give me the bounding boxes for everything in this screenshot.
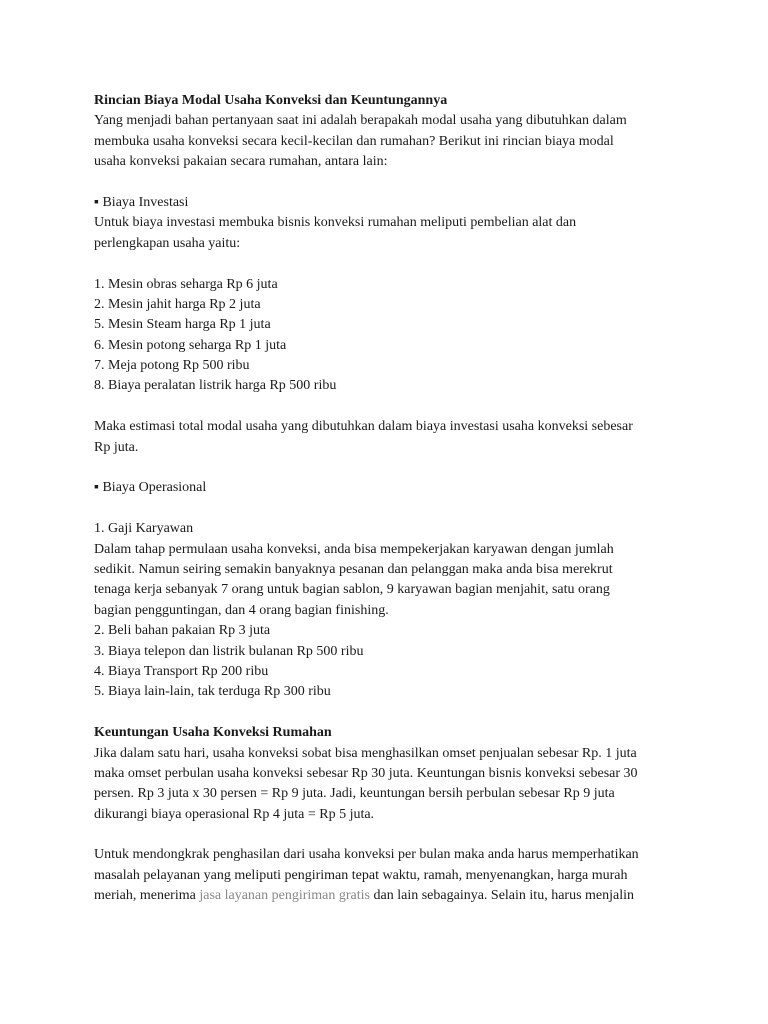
keuntungan-line: Jika dalam satu hari, usaha konveksi sobat bisa menghasilkan omset penjualan sebesar Rp. 1 juta (94, 745, 637, 761)
gaji-desc-line: sedikit. Namun seiring semakin banyaknya pesanan dan pelanggan maka anda bisa merekrut (94, 561, 613, 577)
closing-line: Untuk mendongkrak penghasilan dari usaha konveksi per bulan maka anda harus memperhatikan (94, 847, 639, 863)
gaji-title: 1. Gaji Karyawan (94, 521, 194, 537)
spacer (94, 173, 684, 193)
investasi-list-item: 8. Biaya peralatan listrik harga Rp 500 ribu (94, 378, 337, 394)
intro-line: usaha konveksi pakaian secara rumahan, antara lain: (94, 154, 388, 170)
gaji-desc-line: tenaga kerja sebanyak 7 orang untuk bagian sablon, 9 karyawan bagian menjahit, satu orang (94, 582, 610, 598)
investasi-list-item: 6. Mesin potong seharga Rp 1 juta (94, 337, 287, 353)
closing-text-before: meriah, menerima (94, 888, 200, 904)
spacer (94, 825, 684, 845)
spacer (94, 397, 684, 417)
investasi-list-item: 2. Mesin jahit harga Rp 2 juta (94, 296, 261, 312)
spacer (94, 254, 684, 274)
spacer (94, 499, 684, 519)
closing-line (94, 886, 684, 906)
investasi-list-item: 5. Mesin Steam harga Rp 1 juta (94, 317, 271, 333)
spacer (94, 458, 684, 478)
document-page (94, 91, 684, 907)
investasi-list-item: 7. Meja potong Rp 500 ribu (94, 358, 250, 374)
investasi-desc-line: Untuk biaya investasi membuka bisnis konveksi rumahan meliputi pembelian alat dan (94, 215, 577, 231)
operasional-list-item: 2. Beli bahan pakaian Rp 3 juta (94, 623, 271, 639)
investasi-total-line: Maka estimasi total modal usaha yang dibutuhkan dalam biaya investasi usaha konveksi sebesar (94, 419, 633, 435)
gaji-desc-line: Dalam tahap permulaan usaha konveksi, anda bisa mempekerjakan karyawan dengan jumlah (94, 541, 614, 557)
investasi-list-item: 1. Mesin obras seharga Rp 6 juta (94, 276, 278, 292)
intro-line: Yang menjadi bahan pertanyaan saat ini adalah berapakah modal usaha yang dibutuhkan dalam (94, 113, 627, 129)
investasi-desc-line: perlengkapan usaha yaitu: (94, 235, 241, 251)
heading-keuntungan: Keuntungan Usaha Konveksi Rumahan (94, 725, 332, 741)
intro-line: membuka usaha konveksi secara kecil-kecilan dan rumahan? Berikut ini rincian biaya modal (94, 133, 614, 149)
jasa-layanan-link[interactable]: jasa layanan pengiriman gratis (199, 888, 371, 904)
operasional-list-item: 4. Biaya Transport Rp 200 ribu (94, 663, 269, 679)
operasional-list-item: 3. Biaya telepon dan listrik bulanan Rp 500 ribu (94, 643, 364, 659)
keuntungan-line: dikurangi biaya operasional Rp 4 juta = Rp 5 juta. (94, 806, 375, 822)
heading-rincian-biaya: Rincian Biaya Modal Usaha Konveksi dan Keuntungannya (94, 93, 448, 108)
section-title-operasional: ▪ Biaya Operasional (94, 480, 207, 496)
keuntungan-line: maka omset perbulan usaha konveksi sebesar Rp 30 juta. Keuntungan bisnis konveksi sebesar 30 (94, 765, 638, 781)
keuntungan-line: persen. Rp 3 juta x 30 persen = Rp 9 juta. Jadi, keuntungan bersih perbulan sebesar Rp 9 juta (94, 786, 615, 802)
closing-line: masalah pelayanan yang meliputi pengiriman tepat waktu, ramah, menyenangkan, harga murah (94, 867, 628, 883)
gaji-desc-line: bagian pengguntingan, dan 4 orang bagian finishing. (94, 602, 389, 618)
section-title-investasi: ▪ Biaya Investasi (94, 194, 189, 210)
closing-text-after: dan lain sebagainya. Selain itu, harus menjalin (370, 888, 634, 904)
investasi-total-line: Rp juta. (94, 439, 139, 455)
spacer (94, 703, 684, 723)
operasional-list-item: 5. Biaya lain-lain, tak terduga Rp 300 ribu (94, 684, 331, 700)
